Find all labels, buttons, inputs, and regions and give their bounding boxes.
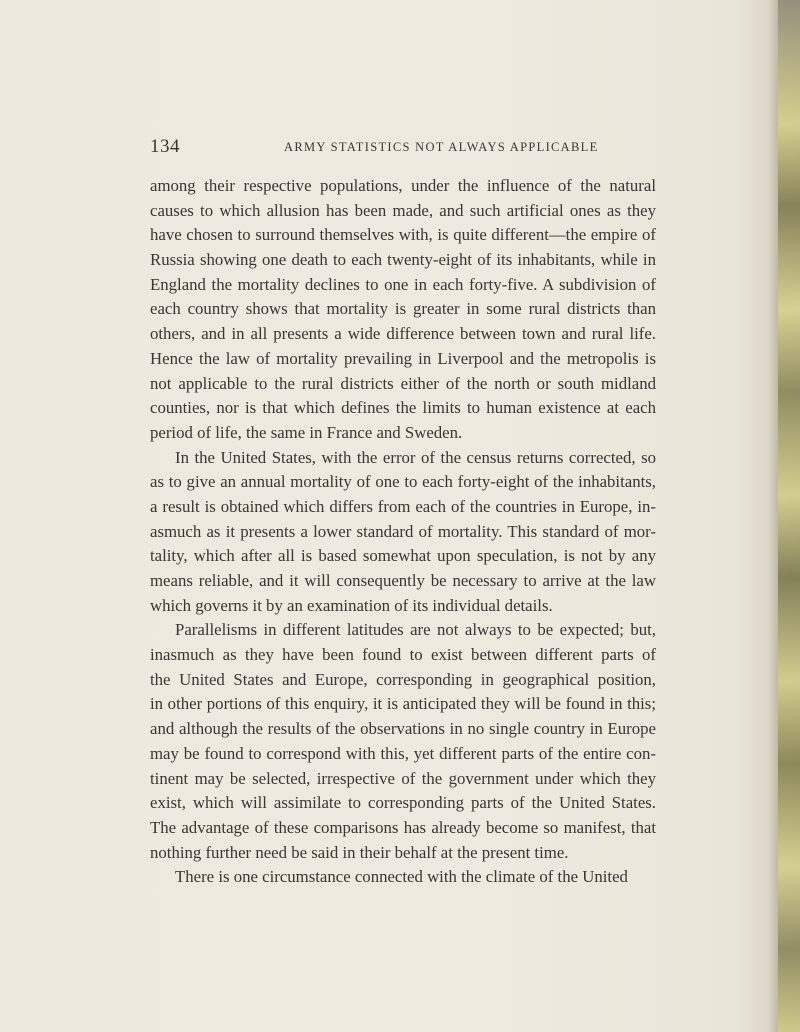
page-number: 134 bbox=[150, 136, 180, 157]
text-line: There is one circumstance connected with the climate of the United bbox=[175, 867, 628, 887]
text-line: tality, which after all is based somewhat upon speculation, is not by any bbox=[150, 546, 656, 566]
body-text bbox=[150, 174, 656, 890]
text-line: exist, which will assimilate to corresponding parts of the United States. bbox=[150, 793, 656, 813]
text-line: Parallelisms in different latitudes are not always to be expected; but, bbox=[175, 620, 656, 640]
text-line: causes to which allusion has been made, and such artificial ones as they bbox=[150, 200, 656, 220]
text-line: period of life, the same in France and Sweden. bbox=[150, 422, 463, 442]
text-line: may be found to correspond with this, yet different parts of the entire con- bbox=[150, 743, 656, 763]
text-line: tinent may be selected, irrespective of the government under which they bbox=[150, 768, 656, 788]
text-line: as to give an annual mortality of one to each forty-eight of the inhabitants, bbox=[150, 472, 656, 492]
text-line: a result is obtained which differs from each of the countries in Europe, in- bbox=[150, 496, 656, 516]
text-line: nothing further need be said in their behalf at the present time. bbox=[150, 842, 569, 862]
text-line: and although the results of the observations in no single country in Europe bbox=[150, 719, 656, 739]
book-edge bbox=[778, 0, 800, 1032]
text-line: England the mortality declines to one in each forty-five. A subdivision of bbox=[150, 274, 656, 294]
text-line: in other portions of this enquiry, it is anticipated they will be found in this; bbox=[150, 694, 656, 714]
text-line: The advantage of these comparisons has already become so manifest, that bbox=[150, 817, 656, 837]
text-line: the United States and Europe, corresponding in geographical position, bbox=[150, 669, 656, 689]
text-line: asmuch as it presents a lower standard of mortality. This standard of mor- bbox=[150, 521, 656, 541]
running-title: ARMY STATISTICS NOT ALWAYS APPLICABLE bbox=[284, 140, 599, 154]
text-line: have chosen to surround themselves with, is quite different—the empire of bbox=[150, 225, 656, 245]
text-line: inasmuch as they have been found to exist between different parts of bbox=[150, 645, 656, 665]
text-line: each country shows that mortality is greater in some rural districts than bbox=[150, 299, 656, 319]
page-header bbox=[150, 136, 660, 160]
text-line: In the United States, with the error of the census returns corrected, so bbox=[175, 447, 656, 467]
text-line: not applicable to the rural districts either of the north or south midland bbox=[150, 373, 656, 393]
text-line: among their respective populations, under the influence of the natural bbox=[150, 176, 656, 195]
text-line: Russia showing one death to each twenty-eight of its inhabitants, while in bbox=[150, 250, 656, 270]
text-line: Hence the law of mortality prevailing in Liverpool and the metropolis is bbox=[150, 348, 656, 368]
text-line: means reliable, and it will consequently be necessary to arrive at the law bbox=[150, 571, 656, 590]
page-edge-shadow bbox=[768, 0, 778, 1032]
text-line: others, and in all presents a wide difference between town and rural life. bbox=[150, 324, 656, 344]
text-line: counties, nor is that which defines the limits to human existence at each bbox=[150, 398, 656, 418]
text-line: which governs it by an examination of its individual details. bbox=[150, 595, 553, 615]
